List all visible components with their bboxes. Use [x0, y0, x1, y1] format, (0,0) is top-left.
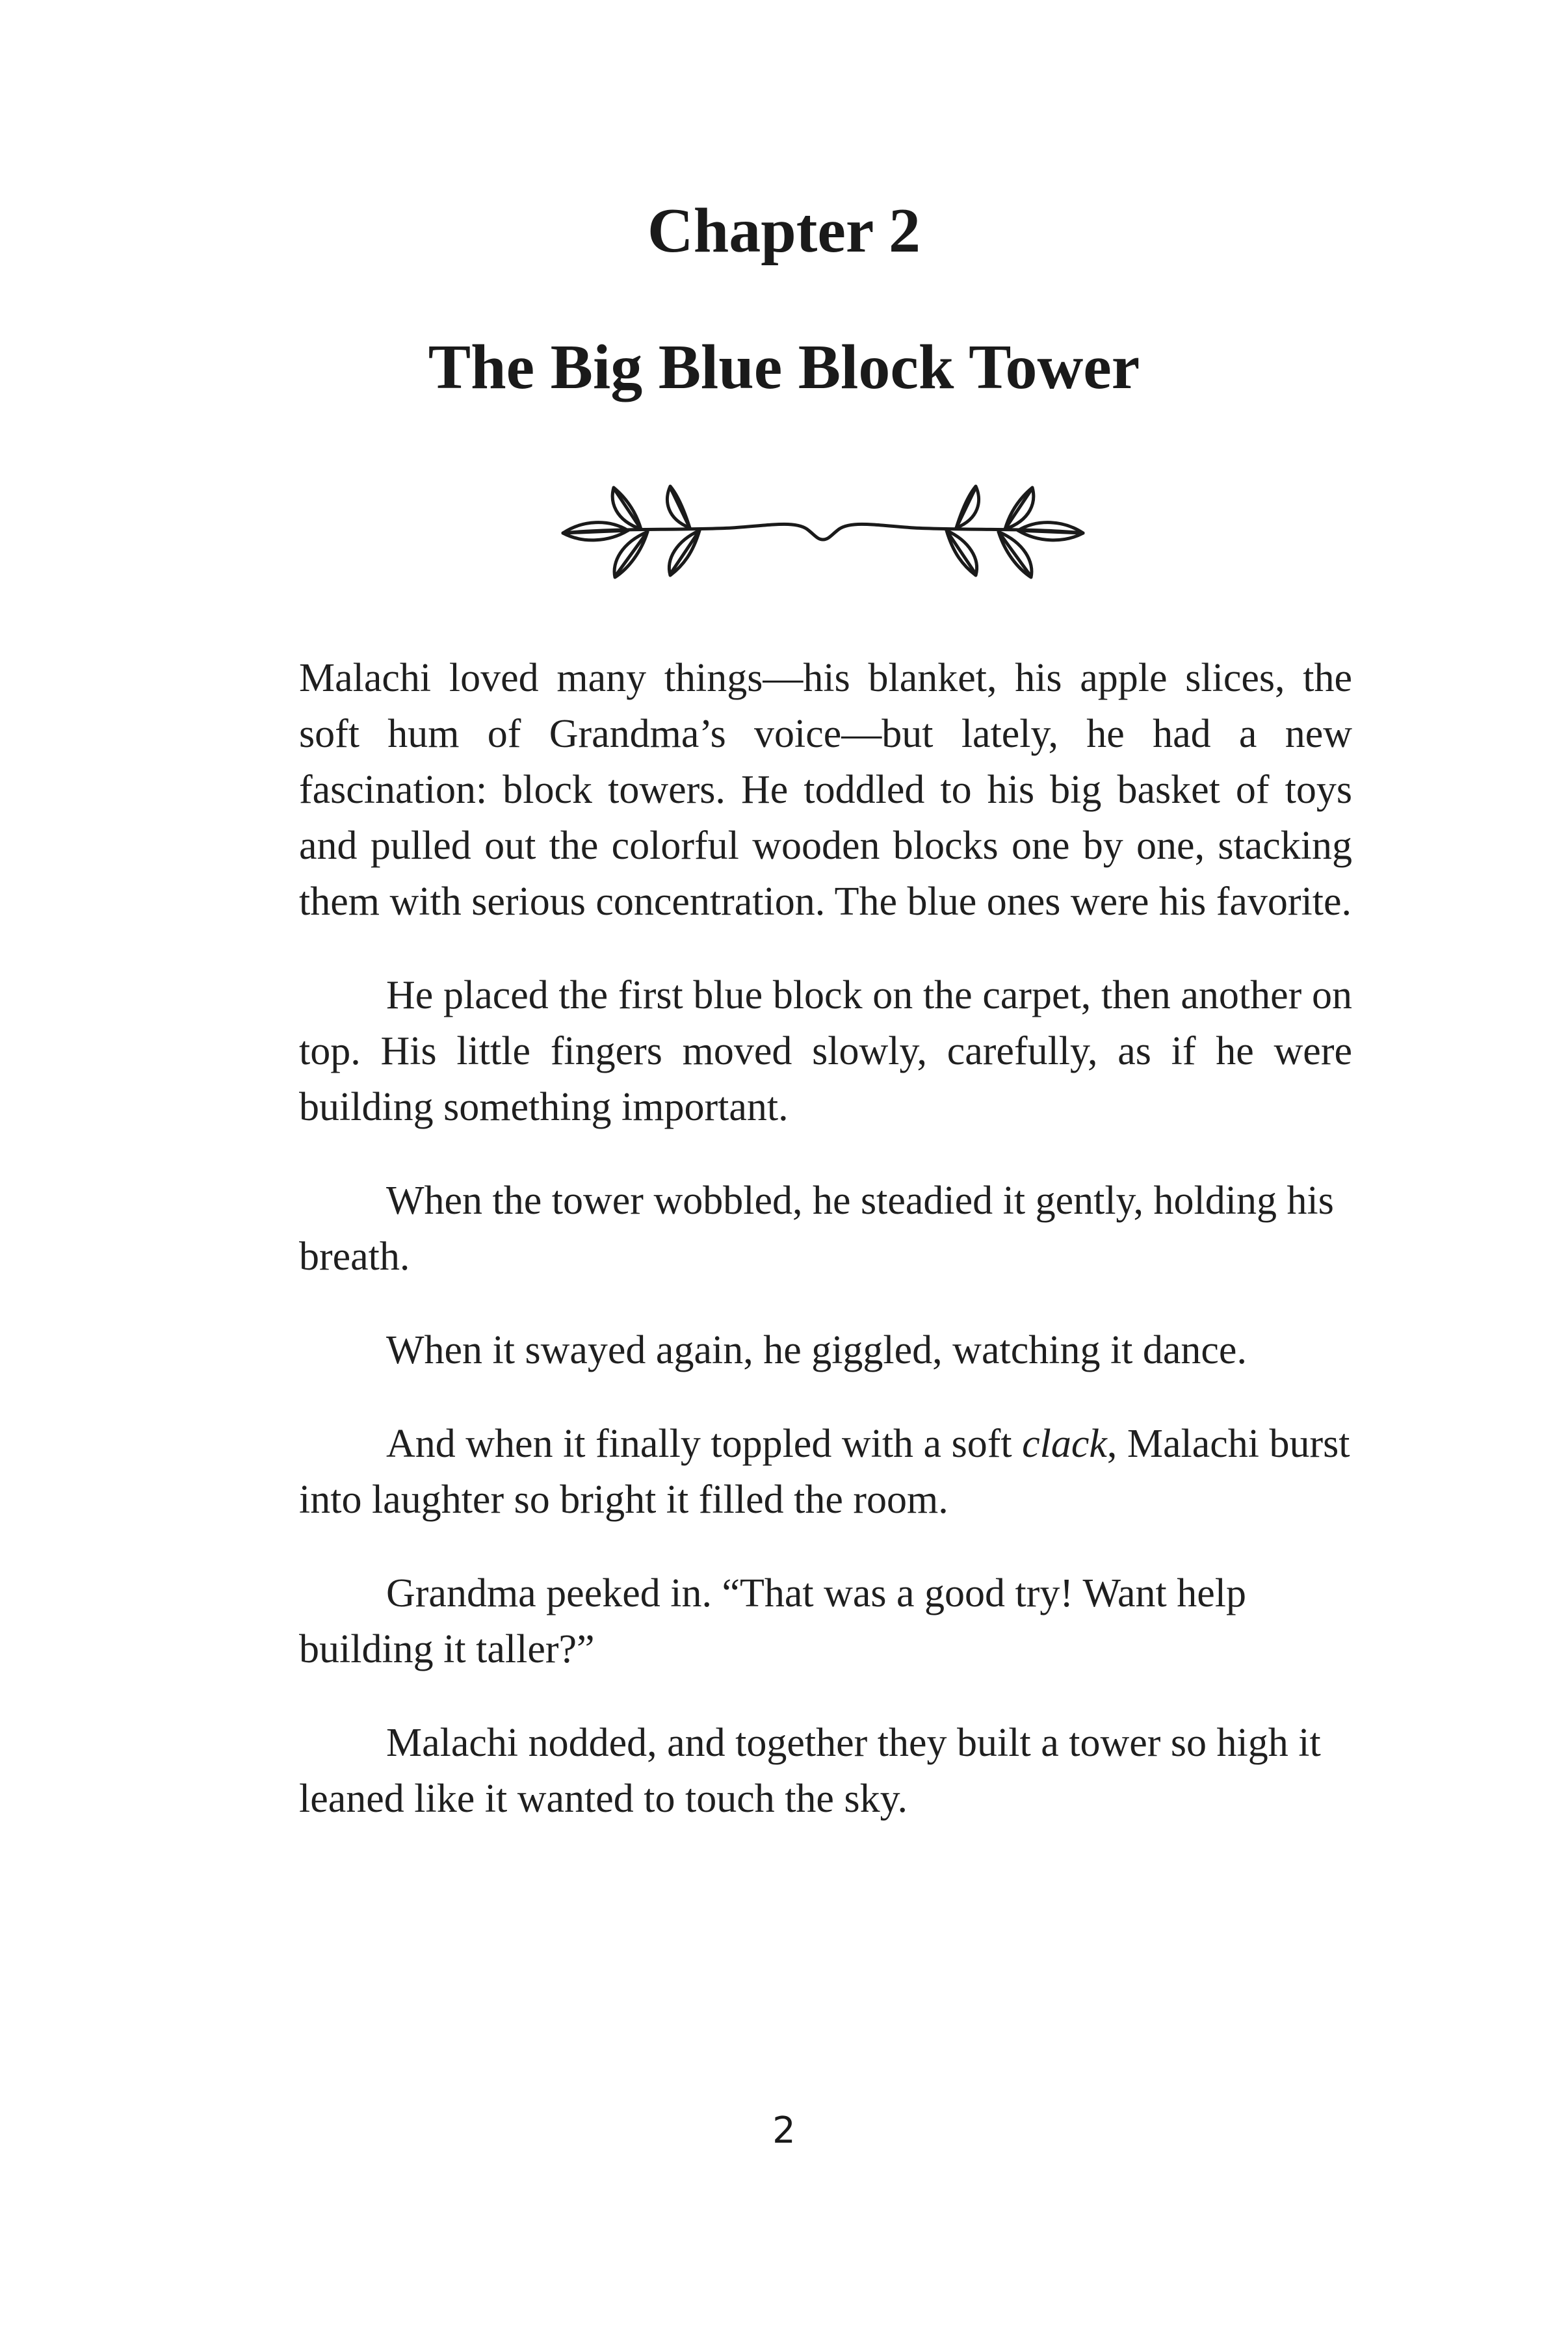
page-number: 2	[772, 2110, 796, 2152]
paragraph-4: When it swayed again, he giggled, watching it dance.	[386, 1328, 1247, 1372]
chapter-number: Chapter 2	[647, 196, 921, 266]
vine-leaves-divider-icon	[537, 468, 1109, 598]
chapter-title: The Big Blue Block Tower	[428, 332, 1140, 402]
paragraph-3: When the tower wobbled, he steadied it gently, holding his breath.	[299, 1179, 1334, 1279]
paragraph-5-before: And when it finally toppled with a soft	[386, 1422, 1023, 1466]
paragraph-2: He placed the first blue block on the carpet, then another on top. His little fingers moved slowly, carefully, as if he were building something important.	[299, 973, 1352, 1129]
emphasis-clack: clack	[1022, 1422, 1107, 1466]
paragraph-7: Malachi nodded, and together they built a tower so high it leaned like it wanted to touch the sky.	[299, 1721, 1321, 1821]
paragraph-5-after: , Malachi burst into laughter so bright it filled the room.	[299, 1422, 1350, 1522]
paragraph-6: Grandma peeked in. “That was a good try! Want help building it taller?”	[299, 1571, 1246, 1671]
paragraph-1: Malachi loved many things—his blanket, his apple slices, the soft hum of Grandma’s voice—but lately, he had a new fascination: block towers. He toddled to his big basket of toys and pulled out the colorful wooden blocks one by one, stacking them with serious concentration. The blue ones were his favorite.	[299, 656, 1352, 924]
chapter-body	[299, 650, 1352, 1864]
paragraph-5	[299, 1416, 1352, 1528]
